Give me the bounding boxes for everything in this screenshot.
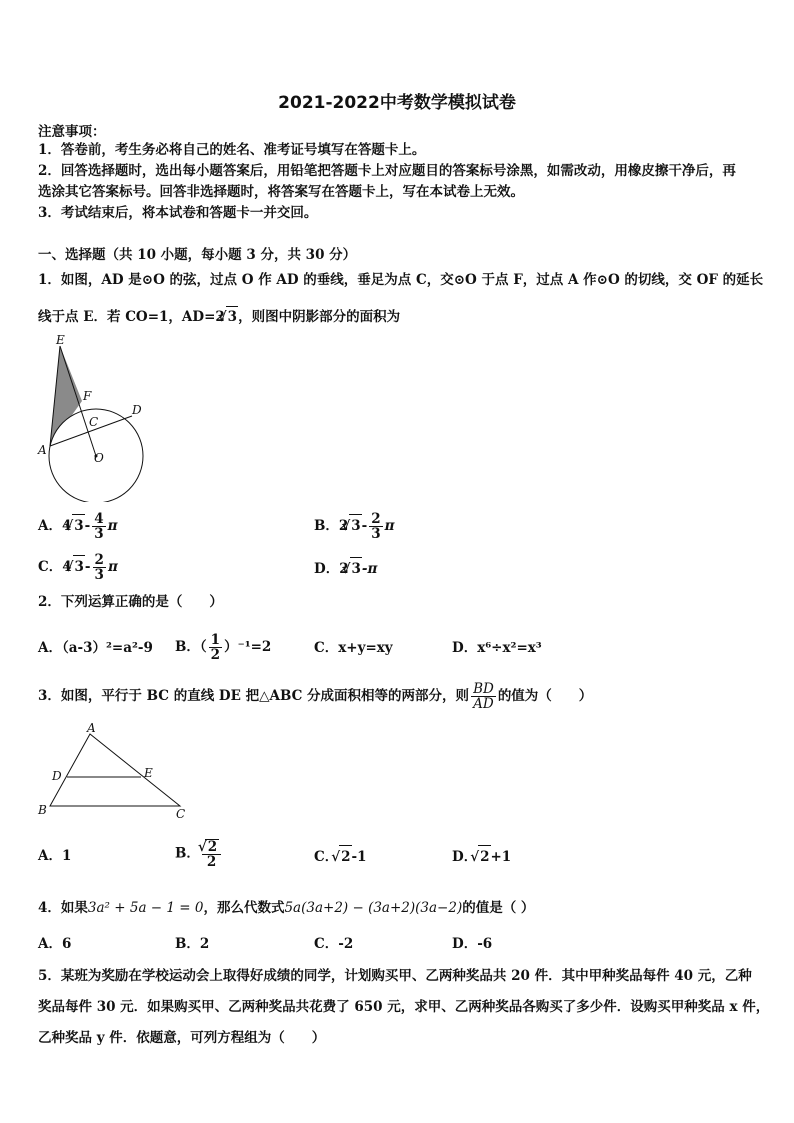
q3-b-den: 2: [206, 854, 217, 870]
q1-a-pre: A．4: [38, 518, 72, 534]
q2-b-frac: [209, 633, 222, 662]
q4-option-a[interactable]: A．6: [38, 936, 72, 952]
q4-option-b[interactable]: B．2: [175, 936, 210, 952]
q1-b-frac: [369, 512, 382, 541]
q1-d-rad: √ 3: [350, 557, 362, 580]
q3-option-a[interactable]: A．1: [38, 848, 72, 864]
q1-c-rad: √ 3: [73, 555, 85, 578]
q4-eq1: 3a² + 5a − 1 = 0: [87, 900, 204, 916]
q3-figure: [36, 720, 196, 824]
q1-option-c[interactable]: [38, 553, 118, 582]
q1-b-pre: B．2: [314, 518, 349, 534]
q5-line2: 奖品每件 30 元．如果购买甲、乙两种奖品共花费了 650 元，求甲、乙两种奖品各购买了多少件．设购买甲种奖品 x 件，: [38, 999, 770, 1015]
q3-stem-a: 3．如图，平行于 BC 的直线 DE 把△ABC 分成面积相等的两部分，则: [38, 688, 470, 704]
q1-d-pre: D．2: [314, 561, 349, 577]
q3-d-post: +1: [490, 849, 512, 865]
q3-option-b[interactable]: [175, 839, 223, 869]
note-2a: 2．回答选择题时，选出每小题答案后，用铅笔把答题卡上对应题目的答案标号涂黑，如需改动，用橡皮擦干净后，再: [38, 163, 736, 179]
q2-option-a[interactable]: A．（a-3）²=a²-9: [38, 640, 153, 656]
q1-b-mid: -: [361, 518, 368, 534]
q1-c-mid: -: [84, 559, 91, 575]
q2-b-post: ）⁻¹=2: [224, 639, 272, 655]
q3-triangle-abc: [50, 734, 180, 806]
q1-stem-line2: [38, 306, 763, 327]
q4-post: 的值是（ ）: [462, 900, 535, 916]
q1-b-den: 3: [371, 526, 381, 542]
note-3: 3．考试结束后，将本试卷和答题卡一并交回。: [38, 205, 318, 221]
q1-stem-line2a: 线于点 E．若 CO=1，AD=2: [38, 309, 225, 325]
q2-stem: 2．下列运算正确的是（ ）: [38, 594, 223, 610]
q3-label-C: C: [176, 807, 186, 821]
q3-label-A: A: [87, 721, 96, 735]
q1-label-D: D: [132, 403, 142, 417]
q1-a-frac: [92, 512, 105, 541]
q1-option-b[interactable]: [314, 512, 395, 541]
q3-stem-b: 的值为（ ）: [497, 688, 593, 704]
q4-pre: 4．如果: [38, 900, 88, 916]
q3-b-frac: [202, 839, 221, 869]
q4-option-c[interactable]: C．-2: [314, 936, 354, 952]
q1-label-E: E: [56, 333, 65, 347]
q1-option-d[interactable]: [314, 557, 377, 580]
note-2b: 选涂其它答案标号。回答非选择题时，将答案写在答题卡上，写在本试卷上无效。: [38, 184, 524, 200]
q4-stem: [38, 898, 763, 918]
q3-c-pre: C．: [314, 849, 339, 865]
q5-line3: 乙种奖品 y 件．依题意，可列方程组为（ ）: [38, 1030, 326, 1046]
q2-option-b[interactable]: [175, 633, 271, 662]
q3-b-rad: √ 2: [205, 839, 219, 854]
q1-label-O: O: [94, 451, 104, 465]
q2-option-d[interactable]: D．x⁶÷x²=x³: [452, 640, 542, 656]
q1-c-den: 3: [94, 567, 104, 583]
q1-c-frac: [93, 553, 106, 582]
q4-option-d[interactable]: D．-6: [452, 936, 493, 952]
q1-b-num: 2: [371, 511, 381, 527]
q2-option-c[interactable]: C．x+y=xy: [314, 640, 393, 656]
q2-b-pre: B．（: [175, 639, 207, 655]
q1-figure: [36, 332, 151, 502]
q3-label-B: B: [38, 803, 47, 817]
q3-frac-num: BD: [473, 681, 494, 697]
q3-option-d[interactable]: [452, 845, 511, 868]
q1-label-F: F: [83, 389, 92, 403]
q3-option-c[interactable]: [314, 845, 367, 868]
q1-b-post: π: [384, 518, 395, 534]
q1-option-a[interactable]: [38, 512, 118, 541]
q1-a-den: 3: [94, 526, 104, 542]
q3-stem: [38, 682, 763, 711]
q3-d-pre: D．: [452, 849, 478, 865]
q1-sqrt3: √ 3: [226, 306, 238, 327]
q1-a-rad: √ 3: [72, 514, 84, 537]
q3-b-pre: B．: [175, 845, 200, 862]
q2-b-num: 1: [210, 632, 221, 648]
q1-b-rad: √ 3: [349, 514, 361, 537]
q3-frac-den: AD: [473, 696, 494, 712]
q1-label-C: C: [89, 415, 99, 429]
q3-d-rad: √ 2: [478, 845, 490, 868]
q3-label-D: D: [52, 769, 62, 783]
note-1: 1．答卷前，考生务必将自己的姓名、准考证号填写在答题卡上。: [38, 142, 426, 158]
q1-stem-line2b: ，则图中阴影部分的面积为: [238, 309, 401, 325]
q3-b-num: [202, 839, 221, 855]
section-heading: 一、选择题（共 10 小题，每小题 3 分，共 30 分）: [38, 247, 357, 263]
q3-frac: [471, 682, 496, 711]
q4-mid: ，那么代数式: [203, 900, 285, 916]
q2-b-den: 2: [210, 647, 221, 663]
q1-c-post: π: [107, 559, 118, 575]
q1-c-pre: C．4: [38, 559, 72, 575]
q3-label-E: E: [144, 766, 153, 780]
q1-a-num: 4: [94, 511, 104, 527]
q1-a-post: π: [107, 518, 118, 534]
q1-stem-line1: 1．如图，AD 是⊙O 的弦，过点 O 作 AD 的垂线，垂足为点 C，交⊙O 于点 F，过点 A 作⊙O 的切线，交 OF 的延长: [38, 272, 764, 288]
q3-c-rad: √ 2: [339, 845, 351, 868]
q1-d-post: -π: [361, 561, 378, 577]
q4-eq2: 5a(3a+2) − (3a+2)(3a−2): [284, 900, 463, 916]
notes-heading: 注意事项：: [38, 124, 106, 140]
page-title: 2021-2022中考数学模拟试卷: [278, 93, 516, 113]
q5-line1: 5．某班为奖励在学校运动会上取得好成绩的同学，计划购买甲、乙两种奖品共 20 件．其中甲种奖品每件 40 元，乙种: [38, 968, 752, 984]
q1-a-mid: -: [84, 518, 91, 534]
q1-label-A: A: [38, 443, 47, 457]
q1-c-num: 2: [94, 552, 104, 568]
q3-c-post: -1: [351, 849, 367, 865]
